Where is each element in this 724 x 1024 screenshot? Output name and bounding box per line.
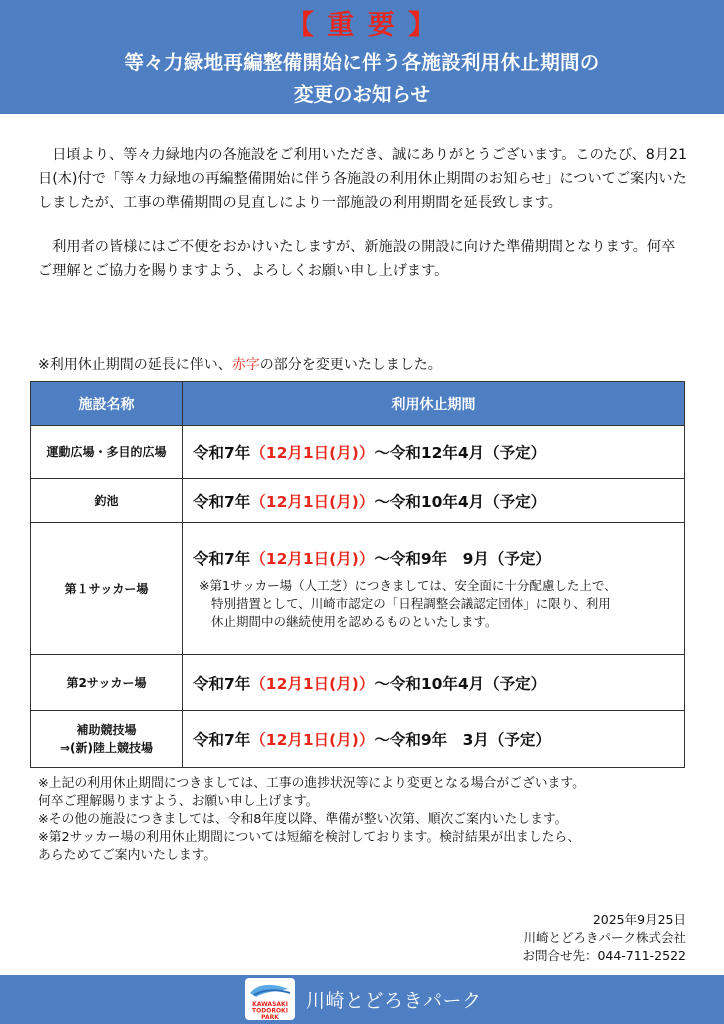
period-post: ～令和12年4月（予定） xyxy=(374,444,547,462)
soccer1-note xyxy=(193,577,684,631)
facility-cell: 第2サッカー場 xyxy=(31,655,183,711)
period-cell xyxy=(183,426,685,479)
period-red: （12月1日(月)） xyxy=(250,549,375,568)
table-row xyxy=(31,426,685,479)
park-logo-icon xyxy=(244,977,296,1021)
footnote-line: ※第2サッカー場の利用休止期間については短縮を検討しております。検討結果が出ましたら、 xyxy=(38,830,581,845)
period-cell xyxy=(183,523,685,655)
signature-block xyxy=(522,911,686,965)
facility-cell: 第１サッカー場 xyxy=(31,523,183,655)
note-line-2: 特別措置として、川崎市認定の「日程調整会議認定団体」に限り、利用 xyxy=(211,595,611,611)
table-row xyxy=(31,711,685,768)
contact-info: お問合せ先：044-711-2522 xyxy=(522,948,686,963)
period-post: ～令和9年 9月（予定） xyxy=(374,549,551,568)
issue-date: 2025年9月25日 xyxy=(592,912,686,927)
period-post: ～令和10年4月（予定） xyxy=(374,674,547,693)
period-pre: 令和7年 xyxy=(193,492,251,511)
note-line-1: ※第1サッカー場（人工芝）につきましては、安全面に十分配慮した上で、 xyxy=(199,577,617,593)
svg-text:PARK: PARK xyxy=(261,1014,279,1021)
facility-line-1: 補助競技場 xyxy=(76,723,137,737)
header-period: 利用休止期間 xyxy=(183,382,685,426)
facility-cell: 釣池 xyxy=(31,479,183,523)
facility-cell xyxy=(31,711,183,768)
svg-text:KAWASAKI: KAWASAKI xyxy=(252,1001,288,1008)
period-cell xyxy=(183,479,685,523)
footer-park-name: 川崎とどろきパーク xyxy=(306,990,482,1012)
header-facility: 施設名称 xyxy=(31,382,183,426)
suspension-table xyxy=(30,381,685,768)
footnote-line: 何卒ご理解賜りますよう、お願い申し上げます。 xyxy=(38,794,319,809)
table-row xyxy=(31,655,685,711)
intro-paragraph-2: 利用者の皆様にはご不便をおかけいたしますが、新施設の開設に向けた準備期間となります。何卒ご理解とご協力を賜りますよう、よろしくお願い申し上げます。 xyxy=(38,239,676,279)
page-title-line1: 等々力緑地再編整備開始に伴う各施設利用休止期間の xyxy=(124,51,600,74)
period-red: （12月1日(月)） xyxy=(250,444,375,462)
period-pre: 令和7年 xyxy=(193,731,251,749)
table-change-note xyxy=(38,354,698,374)
period-pre: 令和7年 xyxy=(193,549,251,568)
footnote-line: ※その他の施設につきましては、令和8年度以降、準備が整い次第、順次ご案内いたします。 xyxy=(38,812,568,827)
table-row xyxy=(31,523,685,655)
table-note-post: の部分を変更いたしました。 xyxy=(259,357,442,373)
period-red: （12月1日(月)） xyxy=(250,674,375,693)
period-red: （12月1日(月)） xyxy=(250,492,375,511)
footnote-line: あらためてご案内いたします。 xyxy=(38,848,217,863)
footnote-line: ※上記の利用休止期間につきましては、工事の進捗状況等により変更となる場合がございます。 xyxy=(38,776,585,791)
table-note-red: 赤字 xyxy=(231,357,260,373)
footer-bar xyxy=(0,975,724,1024)
table-row xyxy=(31,479,685,523)
footnotes xyxy=(38,775,708,865)
period-cell xyxy=(183,711,685,768)
header-banner xyxy=(0,0,724,114)
intro-text xyxy=(38,143,688,283)
table-header-row xyxy=(31,382,685,426)
period-cell xyxy=(183,655,685,711)
svg-text:TODOROKI: TODOROKI xyxy=(252,1007,288,1015)
period-post: ～令和10年4月（予定） xyxy=(374,492,547,511)
period-pre: 令和7年 xyxy=(193,444,251,462)
note-line-3: 休止期間中の継続使用を認めるものといたします。 xyxy=(211,613,498,629)
facility-line-2: ⇒(新)陸上競技場 xyxy=(59,741,154,755)
company-name: 川崎とどろきパーク株式会社 xyxy=(523,930,686,945)
period-red: （12月1日(月)） xyxy=(250,731,375,749)
period-post: ～令和9年 3月（予定） xyxy=(374,731,551,749)
period-pre: 令和7年 xyxy=(193,674,251,693)
important-label: 【 重 要 】 xyxy=(286,10,438,41)
page-title-line2: 変更のお知らせ xyxy=(294,83,430,106)
table-note-pre: ※利用休止期間の延長に伴い、 xyxy=(38,357,232,373)
facility-cell: 運動広場・多目的広場 xyxy=(31,426,183,479)
intro-paragraph-1: 日頃より、等々力緑地内の各施設をご利用いただき、誠にありがとうございます。このたび、8月21日(木)付で「等々力緑地の再編整備開始に伴う各施設の利用休止期間のお知らせ」についてご案内いたしましたが、工事の準備期間の見直しにより一部施設の利用期間を延長致します。 xyxy=(38,147,688,211)
